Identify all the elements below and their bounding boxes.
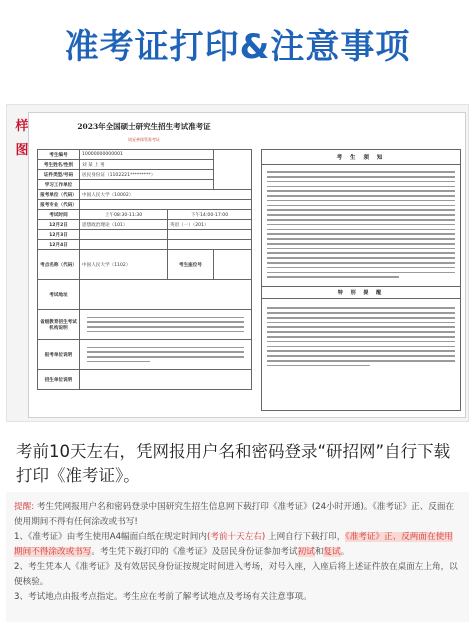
ticket-info-table xyxy=(37,149,252,390)
admission-ticket-card xyxy=(28,112,466,418)
table-row: 招生单位说明 xyxy=(38,370,252,390)
lead-text: 考前10天左右，凭网报用户名和密码登录“研招网”自行下载打印《准考证》。 xyxy=(16,442,451,485)
placeholder-text-lines xyxy=(80,310,252,340)
tip-paragraph: 1、《准考证》由考生使用A4幅面白纸在规定时间内(考前十天左右) 上网自行下载打印，《准考证》正、反两面在使用期间不得涂改或书写。考生凭下载打印的《准考证》及居民身份证参加考试初试和复试。 xyxy=(14,532,453,557)
table-row: 学习工作单位 xyxy=(38,180,252,190)
table-row: 证件类型/号码 居民身份证（1102221*********） xyxy=(38,170,252,180)
table-row: 考点名称（代码） 中国人民大学（1102） 考生座位号 xyxy=(38,250,252,280)
placeholder-text-lines xyxy=(262,301,460,372)
tips-box xyxy=(6,492,469,622)
tip-paragraph: 提醒: 考生凭网报用户名和密码登录中国研究生招生信息网下载打印《准考证》(24小时开通)。《准考证》正、反面在使用期间不得有任何涂改或书写! xyxy=(14,502,455,527)
page-headline: 准考证打印&注意事项 xyxy=(64,27,411,67)
table-row: 考生编号 10000000000001 xyxy=(38,150,252,160)
table-row: 考试时间 上午08:30-11:30 下午14:00-17:00 xyxy=(38,210,252,220)
table-row: 报考单位（代码） 中国人民大学（10002） xyxy=(38,190,252,200)
special-reminder-title: 特 别 提 醒 xyxy=(262,286,460,299)
sample-watermark: 样 图 xyxy=(15,119,29,158)
table-row: 12月4日 xyxy=(38,240,252,250)
table-row: 省级教育招生考试机构说明 xyxy=(38,310,252,340)
placeholder-text-lines xyxy=(80,340,252,370)
table-row: 报考单位说明 xyxy=(38,340,252,370)
photo-box xyxy=(214,150,252,190)
tip-paragraph: 3、考试地点由报考点指定。考生应在考前了解考试地点及考场有关注意事项。 xyxy=(14,592,312,602)
table-row: 12月3日 xyxy=(38,230,252,240)
tip-paragraph: 2、考生凭本人《准考证》及有效居民身份证按规定时间进入考场，对号入座，入座后将上述证件放在桌面左上角，以便核验。 xyxy=(14,562,458,587)
notice-title: 考 生 须 知 xyxy=(262,150,460,165)
table-row: 报考专业（代码） xyxy=(38,200,252,210)
table-row: 考试地址 xyxy=(38,280,252,310)
table-row: 12月2日 思想政治理论（101） 英语（一）（201） xyxy=(38,220,252,230)
candidate-notice-panel xyxy=(261,149,461,411)
ticket-note: 请妥善保管准考证 xyxy=(128,137,160,142)
table-row: 考生姓名/性别 刘 某 上 男 xyxy=(38,160,252,170)
placeholder-text-lines xyxy=(262,165,460,284)
ticket-title: 2023年全国硕士研究生招生考试准考证 xyxy=(77,122,211,131)
